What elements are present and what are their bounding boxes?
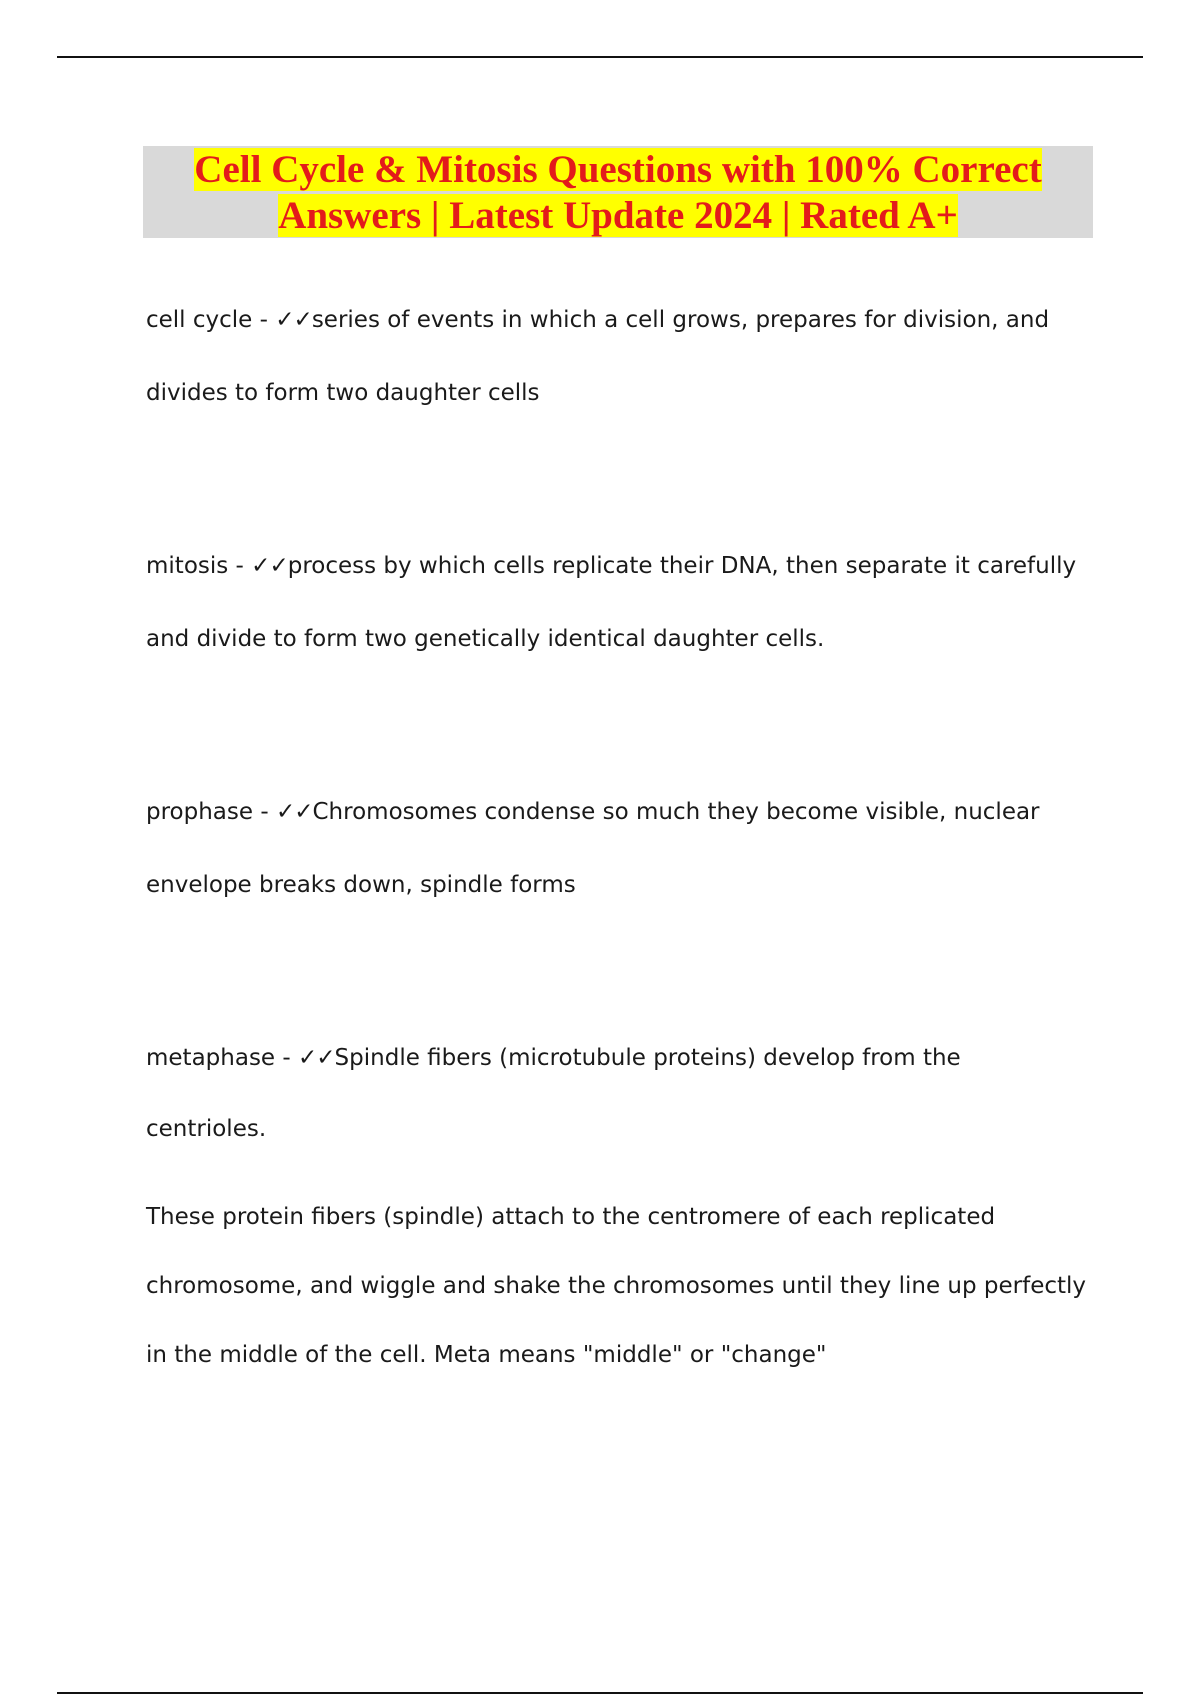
entry-mitosis xyxy=(146,551,1106,654)
footer-rule xyxy=(57,1692,1143,1694)
entry-term: mitosis - xyxy=(146,553,252,579)
entry-term: cell cycle - xyxy=(146,307,276,333)
entry-second-line: divides to form two daughter cells xyxy=(146,380,540,406)
entry-second-line: and divide to form two genetically identical daughter cells. xyxy=(146,626,825,652)
paragraph-line-2: chromosome, and wiggle and shake the chromosomes until they line up perfectly xyxy=(146,1273,1087,1299)
entry-first-line xyxy=(146,551,1106,581)
entry-definition: Spindle fibers (microtubule proteins) develop from the xyxy=(334,1045,961,1071)
entry-second-line: envelope breaks down, spindle forms xyxy=(146,872,576,898)
title-line-1: Cell Cycle & Mitosis Questions with 100% Correct xyxy=(194,148,1042,191)
entry-term: prophase - xyxy=(146,799,276,825)
header-rule xyxy=(57,56,1143,58)
entry-term: metaphase - xyxy=(146,1045,298,1071)
entry-definition: process by which cells replicate their DNA, then separate it carefully xyxy=(287,553,1077,579)
entry-first-line xyxy=(146,305,1106,335)
entry-definition: series of events in which a cell grows, prepares for division, and xyxy=(311,307,1050,333)
entry-first-line xyxy=(146,1043,1106,1073)
entry-prophase xyxy=(146,797,1106,900)
document-title xyxy=(143,146,1093,238)
double-check-icon: ✓✓ xyxy=(275,799,313,825)
metaphase-paragraph xyxy=(146,1202,1106,1370)
title-line-2: Answers | Latest Update 2024 | Rated A+ xyxy=(278,194,958,237)
entry-second-line: centrioles. xyxy=(146,1116,267,1142)
double-check-icon: ✓✓ xyxy=(298,1045,335,1071)
entry-definition: Chromosomes condense so much they become visible, nuclear xyxy=(312,799,1040,825)
paragraph-line-1: These protein fibers (spindle) attach to the centromere of each replicated xyxy=(146,1204,996,1230)
paragraph-line-3: in the middle of the cell. Meta means "middle" or "change" xyxy=(146,1342,827,1368)
entry-first-line xyxy=(146,797,1106,827)
entry-metaphase xyxy=(146,1043,1106,1144)
entry-cell-cycle xyxy=(146,305,1106,408)
double-check-icon: ✓✓ xyxy=(251,553,288,579)
double-check-icon: ✓✓ xyxy=(275,307,312,333)
